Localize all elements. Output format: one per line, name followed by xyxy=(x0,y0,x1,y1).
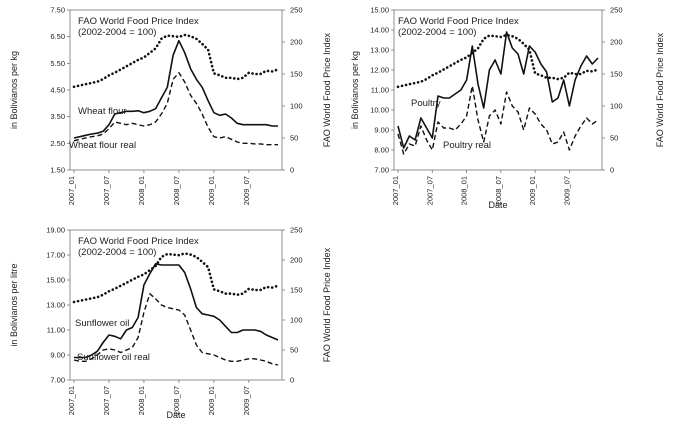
y-tick-label: 8.00 xyxy=(374,146,389,155)
x-tick-label: 2009_07 xyxy=(242,176,251,205)
y-tick-label: 13.00 xyxy=(46,301,65,310)
y-tick-label: 17.00 xyxy=(46,251,65,260)
x-tick-label: 2009_01 xyxy=(207,176,216,205)
y2-axis-label: FAO World Food Price Index xyxy=(322,32,332,147)
y2-tick-label: 250 xyxy=(290,6,303,15)
x-tick-label: 2008_07 xyxy=(172,386,181,415)
fao-annotation: FAO World Food Price Index xyxy=(78,236,199,247)
y-tick-label: 12.00 xyxy=(370,66,389,75)
y2-tick-label: 50 xyxy=(610,134,618,143)
x-tick-label: 2009_07 xyxy=(562,176,571,205)
y2-tick-label: 150 xyxy=(290,70,303,79)
y2-axis-label: FAO World Food Price Index xyxy=(655,32,665,147)
fao-annotation: (2002-2004 = 100) xyxy=(78,27,156,38)
y2-tick-label: 100 xyxy=(290,102,303,111)
y2-tick-label: 0 xyxy=(610,166,614,175)
y-tick-label: 14.00 xyxy=(370,26,389,35)
y2-tick-label: 250 xyxy=(610,6,623,15)
series-line-solid xyxy=(398,32,598,148)
fao-annotation: (2002-2004 = 100) xyxy=(78,247,156,258)
series-line-solid xyxy=(74,264,278,358)
x-tick-label: 2007_01 xyxy=(67,176,76,205)
y-tick-label: 5.50 xyxy=(50,59,65,68)
chart-3 xyxy=(9,226,332,421)
y-axis-label: in Bolivianos per kg xyxy=(350,51,360,129)
y-tick-label: 15.00 xyxy=(46,276,65,285)
series-label: Poultry xyxy=(411,98,441,109)
y2-tick-label: 0 xyxy=(290,376,294,385)
x-tick-label: 2007_07 xyxy=(102,386,111,415)
y2-tick-label: 200 xyxy=(290,256,303,265)
y-tick-label: 19.00 xyxy=(46,226,65,235)
x-tick-label: 2008_07 xyxy=(172,176,181,205)
y-tick-label: 1.50 xyxy=(50,166,65,175)
y2-tick-label: 50 xyxy=(290,346,298,355)
x-tick-label: 2007_07 xyxy=(425,176,434,205)
x-tick-label: 2009_01 xyxy=(207,386,216,415)
y-tick-label: 3.50 xyxy=(50,112,65,121)
y2-tick-label: 150 xyxy=(610,70,623,79)
y2-tick-label: 150 xyxy=(290,286,303,295)
x-tick-label: 2009_01 xyxy=(528,176,537,205)
fao-annotation: (2002-2004 = 100) xyxy=(398,27,476,38)
y-tick-label: 6.50 xyxy=(50,32,65,41)
y2-tick-label: 200 xyxy=(290,38,303,47)
y2-tick-label: 0 xyxy=(290,166,294,175)
fao-index-line xyxy=(398,35,598,87)
x-tick-label: 2008_01 xyxy=(137,386,146,415)
y2-tick-label: 100 xyxy=(290,316,303,325)
series-line-solid xyxy=(74,41,278,138)
y-tick-label: 7.00 xyxy=(50,376,65,385)
y-tick-label: 11.00 xyxy=(371,86,389,95)
y-tick-label: 9.00 xyxy=(50,351,65,360)
x-axis-label: Date xyxy=(488,200,507,210)
chart-2 xyxy=(350,6,665,211)
series-label: Wheat flour xyxy=(78,106,127,117)
series-label: Poultry real xyxy=(443,140,491,151)
y-tick-label: 9.00 xyxy=(374,126,389,135)
y-tick-label: 7.50 xyxy=(50,6,65,15)
x-tick-label: 2007_07 xyxy=(102,176,111,205)
y2-tick-label: 200 xyxy=(610,38,623,47)
x-axis-label: Date xyxy=(166,410,185,420)
y-tick-label: 11.00 xyxy=(47,326,65,335)
fao-annotation: FAO World Food Price Index xyxy=(398,16,519,27)
y2-axis-label: FAO World Food Price Index xyxy=(322,247,332,362)
y-axis-label: in Bolivianos per kg xyxy=(9,51,19,129)
x-tick-label: 2008_01 xyxy=(137,176,146,205)
y2-tick-label: 50 xyxy=(290,134,298,143)
x-tick-label: 2009_07 xyxy=(242,386,251,415)
x-tick-label: 2007_01 xyxy=(67,386,76,415)
fao-annotation: FAO World Food Price Index xyxy=(78,16,199,27)
y2-tick-label: 100 xyxy=(610,102,623,111)
y-tick-label: 4.50 xyxy=(50,86,65,95)
y-tick-label: 10.00 xyxy=(370,106,389,115)
y-axis-label: in Bolivianos per litre xyxy=(9,263,19,346)
series-label: Wheat flour real xyxy=(69,140,136,151)
chart-1 xyxy=(9,6,332,206)
x-tick-label: 2007_01 xyxy=(391,176,400,205)
y-tick-label: 13.00 xyxy=(370,46,389,55)
series-label: Sunflower oil xyxy=(75,318,129,329)
y2-tick-label: 250 xyxy=(290,226,303,235)
series-label: Sunflower oil real xyxy=(77,352,150,363)
x-tick-label: 2008_07 xyxy=(494,176,503,205)
y-tick-label: 2.50 xyxy=(50,139,65,148)
x-tick-label: 2008_01 xyxy=(460,176,469,205)
fao-index-line xyxy=(74,253,278,302)
y-tick-label: 7.00 xyxy=(374,166,389,175)
fao-index-line xyxy=(74,35,278,87)
y-tick-label: 15.00 xyxy=(370,6,389,15)
